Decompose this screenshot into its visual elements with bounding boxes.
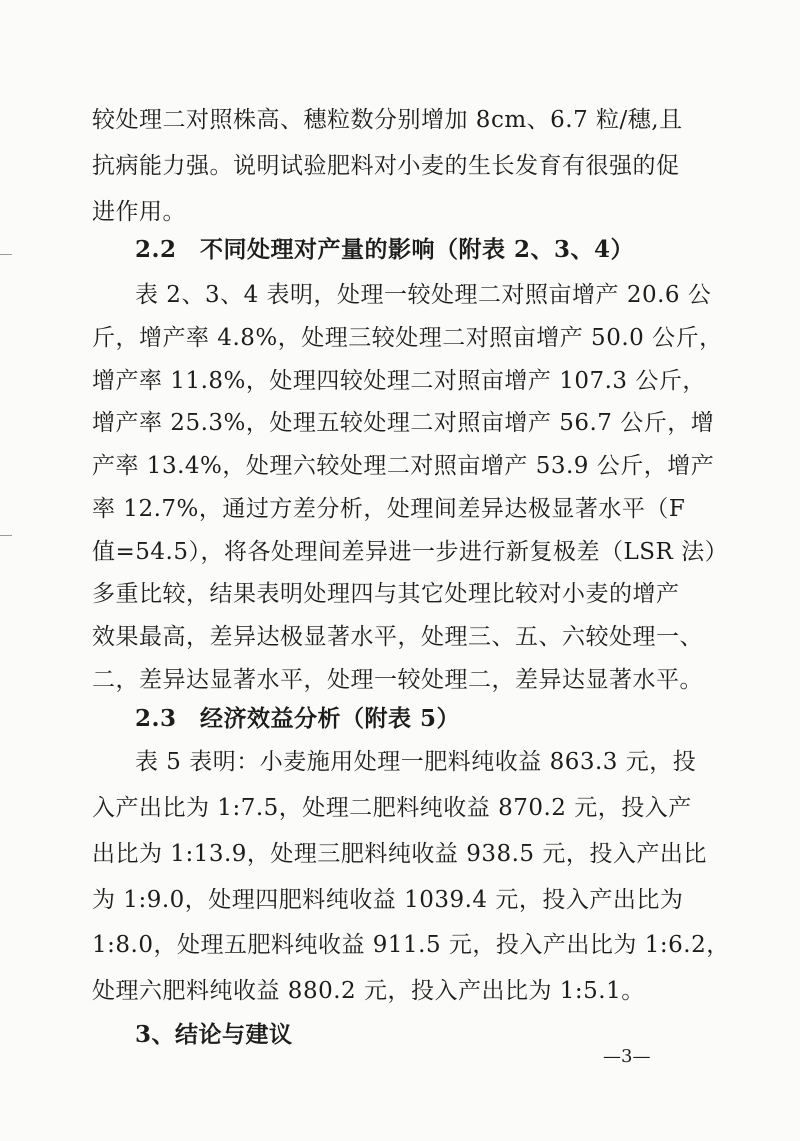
section-heading: 2.2 不同处理对产量的影响（附表 2、3、4） bbox=[135, 236, 635, 263]
paragraph-line: 表 2、3、4 表明，处理一较处理二对照亩增产 20.6 公 bbox=[135, 282, 712, 308]
section-heading: 3、结论与建议 bbox=[135, 1021, 293, 1048]
paragraph-line: 斤，增产率 4.8%，处理三较处理二对照亩增产 50.0 公斤， bbox=[92, 325, 723, 351]
page-number: —3— bbox=[603, 1046, 651, 1067]
paragraph-line: 进作用。 bbox=[92, 199, 186, 225]
paragraph-line: 入产出比为 1:7.5，处理二肥料纯收益 870.2 元，投入产 bbox=[92, 795, 692, 821]
paragraph-line: 1:8.0，处理五肥料纯收益 911.5 元，投入产出比为 1:6.2， bbox=[92, 932, 730, 958]
paragraph-line: 抗病能力强。说明试验肥料对小麦的生长发育有很强的促 bbox=[92, 153, 680, 179]
scan-edge-mark bbox=[0, 535, 12, 536]
paragraph-line: 率 12.7%，通过方差分析，处理间差异达极显著水平（F bbox=[92, 496, 686, 522]
paragraph-line: 二，差异达显著水平，处理一较处理二，差异达显著水平。 bbox=[92, 667, 703, 693]
paragraph-line: 产率 13.4%，处理六较处理二对照亩增产 53.9 公斤，增产 bbox=[92, 453, 715, 479]
paragraph-line: 增产率 25.3%，处理五较处理二对照亩增产 56.7 公斤，增 bbox=[92, 410, 715, 436]
scan-edge-mark bbox=[0, 254, 12, 255]
paragraph-line: 表 5 表明：小麦施用处理一肥料纯收益 863.3 元，投 bbox=[135, 749, 697, 775]
paragraph-line: 出比为 1:13.9，处理三肥料纯收益 938.5 元，投入产出比 bbox=[92, 841, 707, 867]
paragraph-line: 值=54.5），将各处理间差异进一步进行新复极差（LSR 法） bbox=[92, 539, 729, 565]
section-heading: 2.3 经济效益分析（附表 5） bbox=[135, 705, 461, 732]
paragraph-line: 较处理二对照株高、穗粒数分别增加 8cm、6.7 粒/穗,且 bbox=[92, 107, 683, 133]
paragraph-line: 处理六肥料纯收益 880.2 元，投入产出比为 1:5.1。 bbox=[92, 978, 645, 1004]
paragraph-line: 效果最高，差异达极显著水平，处理三、五、六较处理一、 bbox=[92, 624, 703, 650]
paragraph-line: 增产率 11.8%，处理四较处理二对照亩增产 107.3 公斤， bbox=[92, 368, 706, 394]
paragraph-line: 多重比较，结果表明处理四与其它处理比较对小麦的增产 bbox=[92, 581, 680, 607]
paragraph-line: 为 1:9.0，处理四肥料纯收益 1039.4 元，投入产出比为 bbox=[92, 887, 684, 913]
